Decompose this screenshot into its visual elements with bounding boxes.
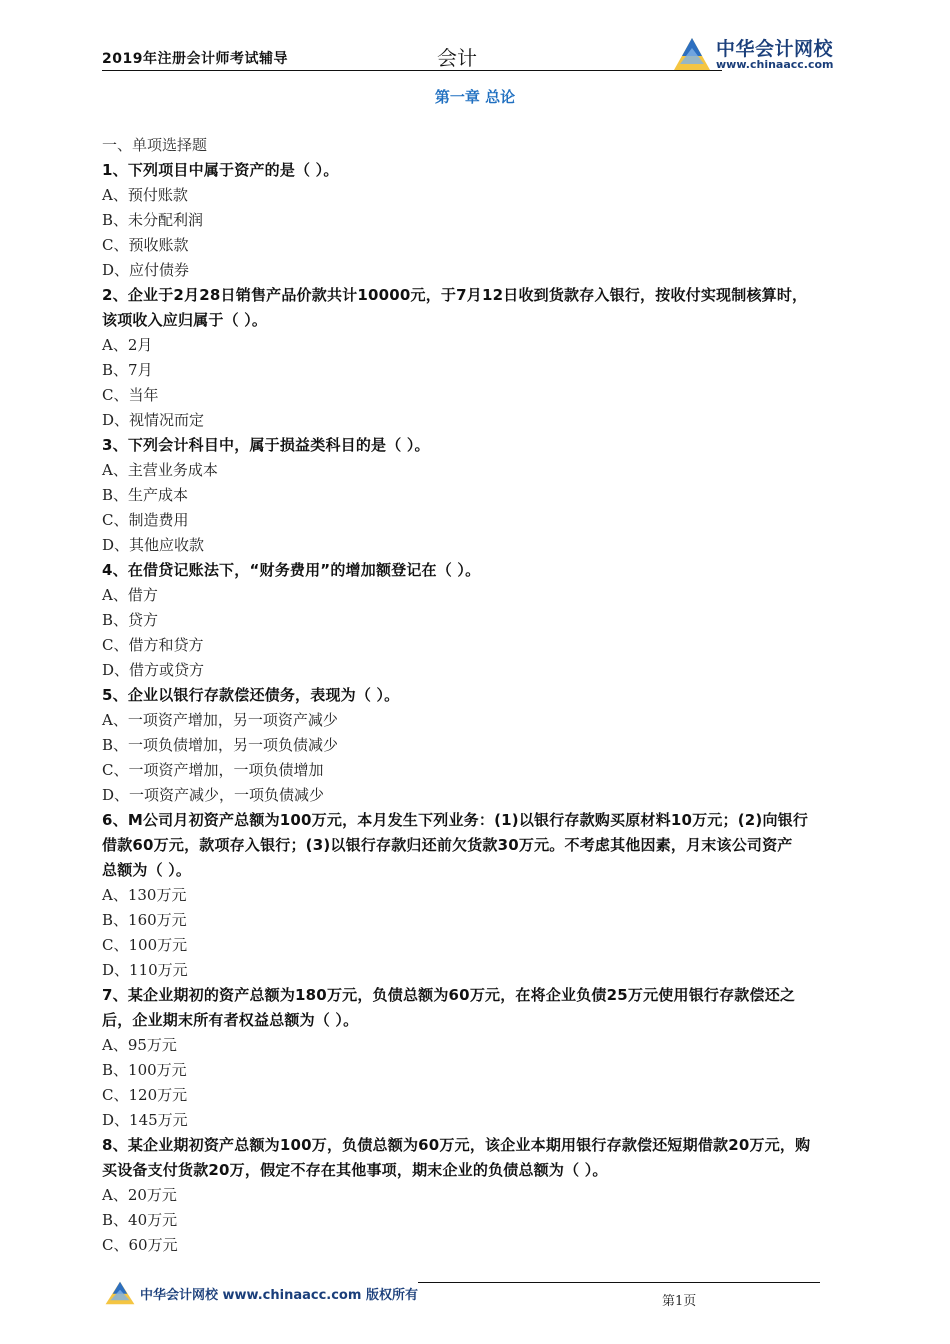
question-7-option: D、145万元 <box>102 1111 188 1129</box>
question-3-option: B、生产成本 <box>102 486 189 504</box>
question-6-option: D、110万元 <box>102 961 188 979</box>
footer-rule <box>418 1282 820 1283</box>
question-1-option: D、应付债券 <box>102 261 190 279</box>
question-3-option: A、主营业务成本 <box>102 461 218 479</box>
question-2-text: 该项收入应归属于（ ）。 <box>102 311 268 329</box>
logo-triangle-icon <box>672 34 712 74</box>
question-3-option: C、制造费用 <box>102 511 189 529</box>
question-7-option: A、95万元 <box>102 1036 177 1054</box>
question-2-option: B、7月 <box>102 361 153 379</box>
question-4-option: D、借方或贷方 <box>102 661 205 679</box>
question-6-text: 总额为（ ）。 <box>102 861 192 879</box>
question-3-option: D、其他应收款 <box>102 536 205 554</box>
question-8-option: A、20万元 <box>102 1186 177 1204</box>
question-list <box>102 133 852 1258</box>
question-5-option: B、一项负债增加，另一项负债减少 <box>102 736 339 754</box>
question-1-text: 1、下列项目中属于资产的是（ ）。 <box>102 161 339 179</box>
question-1-option: A、预付账款 <box>102 186 188 204</box>
question-1-option: C、预收账款 <box>102 236 189 254</box>
exam-title: 2019年注册会计师考试辅导 <box>102 51 288 67</box>
question-6-option: C、100万元 <box>102 936 188 954</box>
question-4-option: B、贷方 <box>102 611 159 629</box>
brand-logo <box>672 34 852 74</box>
question-7-option: B、100万元 <box>102 1061 187 1079</box>
question-8-text: 买设备支付货款20万，假定不存在其他事项，期末企业的负债总额为（ ）。 <box>102 1161 608 1179</box>
question-7-text: 后，企业期末所有者权益总额为（ ）。 <box>102 1011 359 1029</box>
question-4-text: 4、在借贷记账法下，“财务费用”的增加额登记在（ ）。 <box>102 561 481 579</box>
question-5-option: A、一项资产增加，另一项资产减少 <box>102 711 338 729</box>
question-6-option: B、160万元 <box>102 911 187 929</box>
logo-url: www.chinaacc.com <box>716 58 834 71</box>
footer-copyright: 中华会计网校 www.chinaacc.com 版权所有 <box>140 1288 418 1303</box>
header-rule <box>102 70 722 71</box>
subject-title: 会计 <box>437 46 477 70</box>
question-8-option: C、60万元 <box>102 1236 178 1254</box>
question-6-text: 借款60万元，款项存入银行；(3)以银行存款归还前欠货款30万元。不考虑其他因素，月末该公司资产 <box>102 836 793 854</box>
page-number: 第1页 <box>662 1294 697 1309</box>
question-7-text: 7、某企业期初的资产总额为180万元，负债总额为60万元，在将企业负债25万元使用银行存款偿还之 <box>102 986 796 1004</box>
question-4-option: A、借方 <box>102 586 158 604</box>
question-2-option: C、当年 <box>102 386 159 404</box>
logo-name: 中华会计网校 <box>716 38 834 60</box>
question-2-option: D、视情况而定 <box>102 411 205 429</box>
section-title: 一、单项选择题 <box>102 136 208 154</box>
question-5-option: C、一项资产增加，一项负债增加 <box>102 761 324 779</box>
question-6-option: A、130万元 <box>102 886 187 904</box>
question-4-option: C、借方和贷方 <box>102 636 204 654</box>
question-5-option: D、一项资产减少，一项负债减少 <box>102 786 325 804</box>
question-8-option: B、40万元 <box>102 1211 178 1229</box>
question-7-option: C、120万元 <box>102 1086 188 1104</box>
question-3-text: 3、下列会计科目中，属于损益类科目的是（ ）。 <box>102 436 430 454</box>
question-2-text: 2、企业于2月28日销售产品价款共计10000元，于7月12日收到货款存入银行，按收付实现制核算时， <box>102 286 808 304</box>
footer-logo-icon <box>104 1280 136 1306</box>
question-8-text: 8、某企业期初资产总额为100万，负债总额为60万元，该企业本期用银行存款偿还短期借款20万元，购 <box>102 1136 811 1154</box>
question-1-option: B、未分配利润 <box>102 211 204 229</box>
chapter-title: 第一章 总论 <box>434 88 516 106</box>
question-6-text: 6、M公司月初资产总额为100万元，本月发生下列业务：(1)以银行存款购买原材料10万元；(2)向银行 <box>102 811 809 829</box>
question-2-option: A、2月 <box>102 336 153 354</box>
question-5-text: 5、企业以银行存款偿还债务，表现为（ ）。 <box>102 686 400 704</box>
